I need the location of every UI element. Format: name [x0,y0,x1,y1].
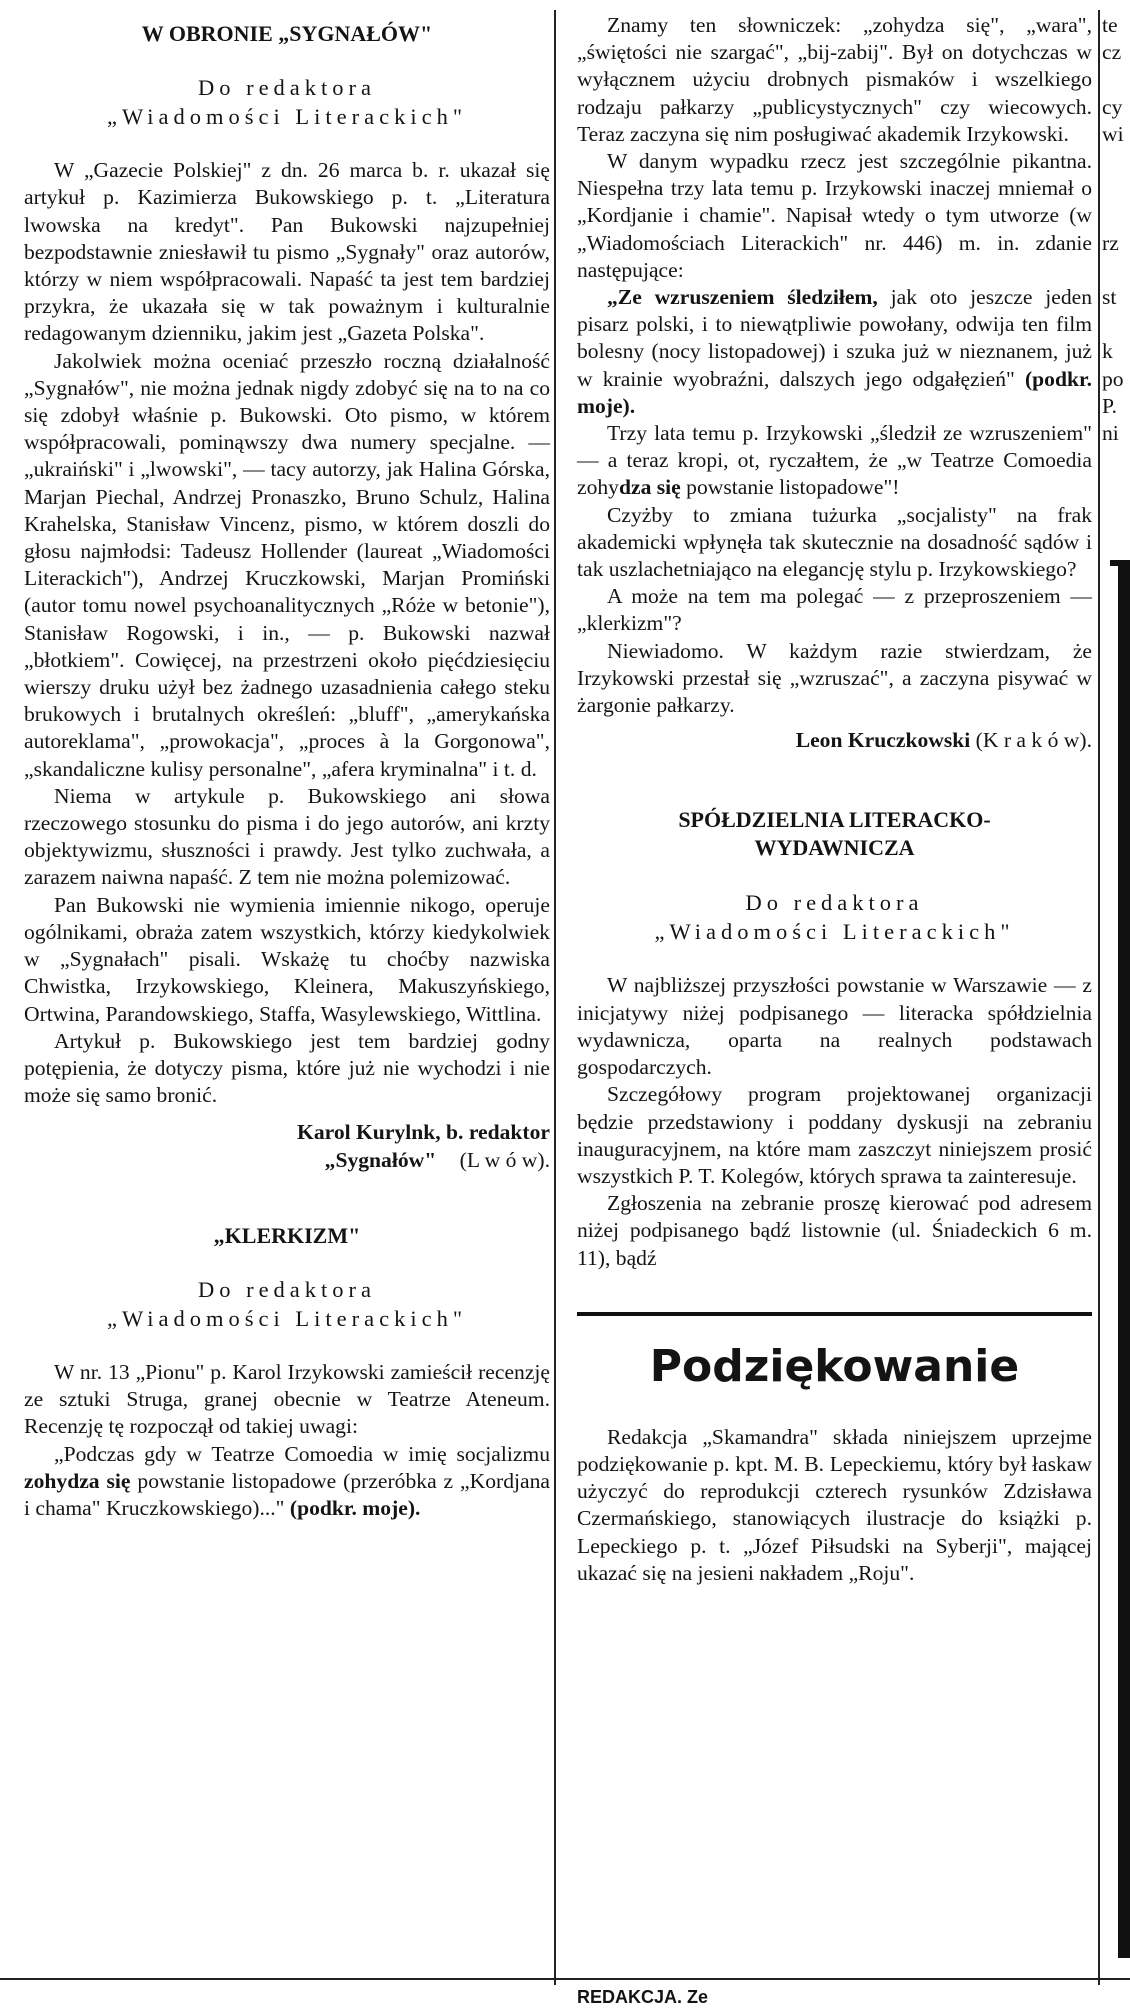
paragraph: Redakcja „Skamandra" składa niniejszem uprzejme podziękowanie p. kpt. M. B. Lepeckiemu, który był łaskaw użyczyć do reprodukcji czterech rysunków Zdzisława Czermańskiego, stanowiących ilustracje do książki p. Lepeckiego p. t. „Józef Piłsudski na Syberji", mającej ukazać się na jesieni nakładem „Roju". [577,1424,1092,1585]
signature-block [24,1119,550,1173]
quote-paragraph [24,1441,550,1523]
paragraph: W nr. 13 „Pionu" p. Karol Irzykowski zamieścił recenzję ze sztuki Struga, granej obecnie w Teatrze Ateneum. Recenzję tę rozpoczął od takiej uwagi: [24,1359,550,1439]
cropped-text-line [1102,66,1130,93]
cropped-text-line: ni [1102,421,1119,446]
cropped-text-line: k [1102,339,1113,364]
paragraph: Pan Bukowski nie wymienia imiennie nikogo, operuje ogólnikami, obraża zatem wszystkich, którzy kiedykolwiek w „Sygnałach" pisali. Wskażę tu choćby nazwiska Chwistka, Irzykowskiego, Kleinera, Makuszyńskiego, Ortwina, Parandowskiego, Staffa, Wasylewskiego, Wittlina. [24,892,550,1026]
quote-text: powstanie listopadowe (przeróbka z „Kordjana i chama" Kruczkowskiego)..." [24,1468,550,1520]
quote-emphasis: zohydza się [24,1468,131,1493]
paragraph: W danym wypadku rzecz jest szczególnie pikantna. Niespełna trzy lata temu p. Irzykowski inaczej mniemał o „Kordjanie i chamie". Napisał wtedy o tym utworze (w „Wiadomościach Literackich" nr. 446) m. in. zdanie następujące: [577,149,1092,282]
paragraph: W najbliższej przyszłości powstanie w Warszawie — z inicjatywy niżej podpisanego — literacka spółdzielnia wydawnicza, oparta na realnych podstawach gospodarczych. [577,973,1092,1080]
cropped-text-line [1102,257,1130,284]
addressee-line-1: Do redaktora [197,75,377,101]
cropped-text-line [1102,311,1130,338]
cropped-text-line [1102,202,1130,229]
paragraph-text: powstanie listopadowe"! [680,475,900,500]
paragraph: Niema w artykule p. Bukowskiego ani słowa rzeczowego stosunku do pisma i do jego autorów, ani krzty objektywizmu, słuszności i prawdy. Jest tylko zuchwała, a zarazem naiwna napaść. Z tem nie można polemizować. [24,783,550,890]
article-title-spoldzielnia: SPÓŁDZIELNIA LITERACKO-WYDAWNICZA [678,807,991,861]
addressee-line-2: „Wiadomości Literackich" [654,919,1015,945]
paragraph: Znamy ten słowniczek: „zohydza się", „wara", „świętości nie szargać", „bij-zabij". Był on dotychczas w wyłącznem użyciu drobnych pismaków i wszelkiego rodzaju pałkarzy „publicystycznych" czy wiecowych. Teraz zaczyna się nim posługiwać akademik Irzykowski. [577,13,1092,146]
cropped-text-line: po [1102,366,1124,391]
article-title-podziekowanie: Podziękowanie [649,1340,1020,1392]
cropped-text-line: cz [1102,40,1122,65]
paragraph: Zgłoszenia na zebranie proszę kierować pod adresem niżej podpisanego bądź listownie (ul. Śniadeckich 6 m. 11), bądź [577,1191,1092,1270]
addressee-line-2: „Wiadomości Literackich" [106,1305,468,1331]
column-divider-left [554,10,556,1985]
footer-cropped-text: REDAKCJA. Ze [577,1987,709,2007]
cropped-text-line: rz [1102,230,1119,255]
paragraph: Czyżby to zmiana tużurka „socjalisty" na frak akademicki wpłynęła tak skutecznie na dosadność sądów i tak uszlachetniająco na elegancję stylu p. Irzykowskiego? [577,502,1092,582]
paragraph-emphasis: dza się [618,475,681,500]
section-divider [577,1312,1092,1316]
quote-text: „Podczas gdy w Teatrze Comoedia w imię socjalizmu [54,1441,550,1466]
paragraph-text: Trzy lata temu p. Irzykowski „śledził ze wzruszeniem" — a teraz kropi, ot, ryczałtem, że „w Teatrze Comoedia zohy [577,421,1092,500]
paragraph: Jakolwiek można oceniać przeszło roczną działalność „Sygnałów", nie można jednak nigdy zdobyć się na to na co się zdobył właśnie p. Bukowski. Oto pismo, w którem współpracowali, pominąwszy dwa numery specjalne. — „ukraiński" i „lwowski", — tacy autorzy, jak Halina Górska, Marjan Piechal, Andrzej Pronaszko, Bruno Schulz, Halina Krahelska, Stanisław Vincenz, pismo, w którem doszli do głosu najmłodsi: Tadeusz Hollender (laureat „Wiadomości Literackich"), Andrzej Kruczkowski, Marjan Promiński (autor tomu nowel psychoanalitycznych „Róże w betonie"), Stanisław Rogowski, i in., — p. Bukowski nazwał „błotkiem". Cowięcej, na przestrzeni około pięćdziesięciu wierszy druku użył bez żadnego uzasadnienia całego steku brukowych i brutalnych określeń: „bluff", „amerykańska autoreklama", „prowokacja", „proces à la Gorgonowa", „skandaliczne kulisy personalne", „afera kryminalna" i t. d. [24,348,550,781]
paragraph: Artykuł p. Bukowskiego jest tem bardziej godny potępienia, że dotyczy pisma, które już nie wychodzi i nie może się samo bronić. [24,1028,550,1108]
quote-paragraph [577,284,1092,420]
quote-note: (podkr. moje). [577,366,1092,418]
decorative-frame-bar [1118,563,1130,1958]
quote-text: jak oto jeszcze jeden pisarz polski, i to niewątpliwie powołany, odwija ten film bolesny (nocy listopadowej) i szuka już w nieznanem, już w krainie wyobraźni, dalszych jego odgałęzień" [577,285,1093,391]
column-divider-right [1098,10,1100,1985]
signature-name: Leon Kruczkowski [795,728,971,753]
addressee-block [24,73,550,131]
paragraph: A może na tem ma polegać — z przeproszeniem — „klerkizm"? [577,584,1092,636]
column-middle [577,12,1092,1587]
bottom-rule [0,1978,1130,1980]
quote-note: (podkr. moje). [289,1495,421,1520]
cropped-text-line: P. [1102,393,1118,418]
paragraph: Szczegółowy program projektowanej organizacji będzie przedstawiony i poddany dyskusji na zebraniu inauguracyjnem, na które mam zaszczyt niniejszem prosić wszystkich P. T. Kolegów, których sprawa ta zainteresuje. [577,1082,1092,1188]
paragraph: W „Gazecie Polskiej" z dn. 26 marca b. r. ukazał się artykuł p. Kazimierza Bukowskiego p. t. „Literatura lwowska na kredyt". Pan Bukowski najzupełniej bezpodstawnie zniesławił tu pismo „Sygnały" oraz autorów, którzy w niem współpracowali. Napaść ta jest tem bardziej przykra, że ukazała się w tak poważnym i kulturalnie redagowanym dzienniku, jakim jest „Gazeta Polska". [24,158,550,346]
column-left [24,12,550,1522]
addressee-block [24,1275,550,1333]
signature-title: „Sygnałów" [324,1147,437,1172]
column-right-cropped [1102,12,1130,447]
cropped-text-line: st [1102,285,1117,310]
addressee-line-2: „Wiadomości Literackich" [106,104,468,130]
addressee-line-1: Do redaktora [197,1276,377,1302]
cropped-text-line: cy [1102,94,1123,119]
signature-city: (K r a k ó w). [970,728,1092,753]
article-title-sygnaly: W OBRONIE „SYGNAŁÓW" [141,21,433,46]
cropped-text-line: wi [1102,121,1124,146]
addressee-block [577,888,1092,946]
signature-city: (L w ó w). [459,1147,550,1172]
signature-block [577,727,1092,754]
cropped-text-line [1102,175,1130,202]
addressee-line-1: Do redaktora [745,890,924,916]
signature-name: Karol Kurylnk, b. redaktor [297,1120,550,1145]
paragraph [577,420,1092,502]
cropped-text-line [1102,148,1130,175]
cropped-text-line: te [1102,13,1118,37]
paragraph: Niewiadomo. W każdym razie stwierdzam, że Irzykowski przestał się „wzruszać", a zaczyna pisywać w żargonie pałkarzy. [577,638,1092,718]
article-title-klerkizm: „KLERKIZM" [213,1222,361,1248]
quote-emphasis: „Ze wzruszeniem śledziłem, [607,285,878,310]
